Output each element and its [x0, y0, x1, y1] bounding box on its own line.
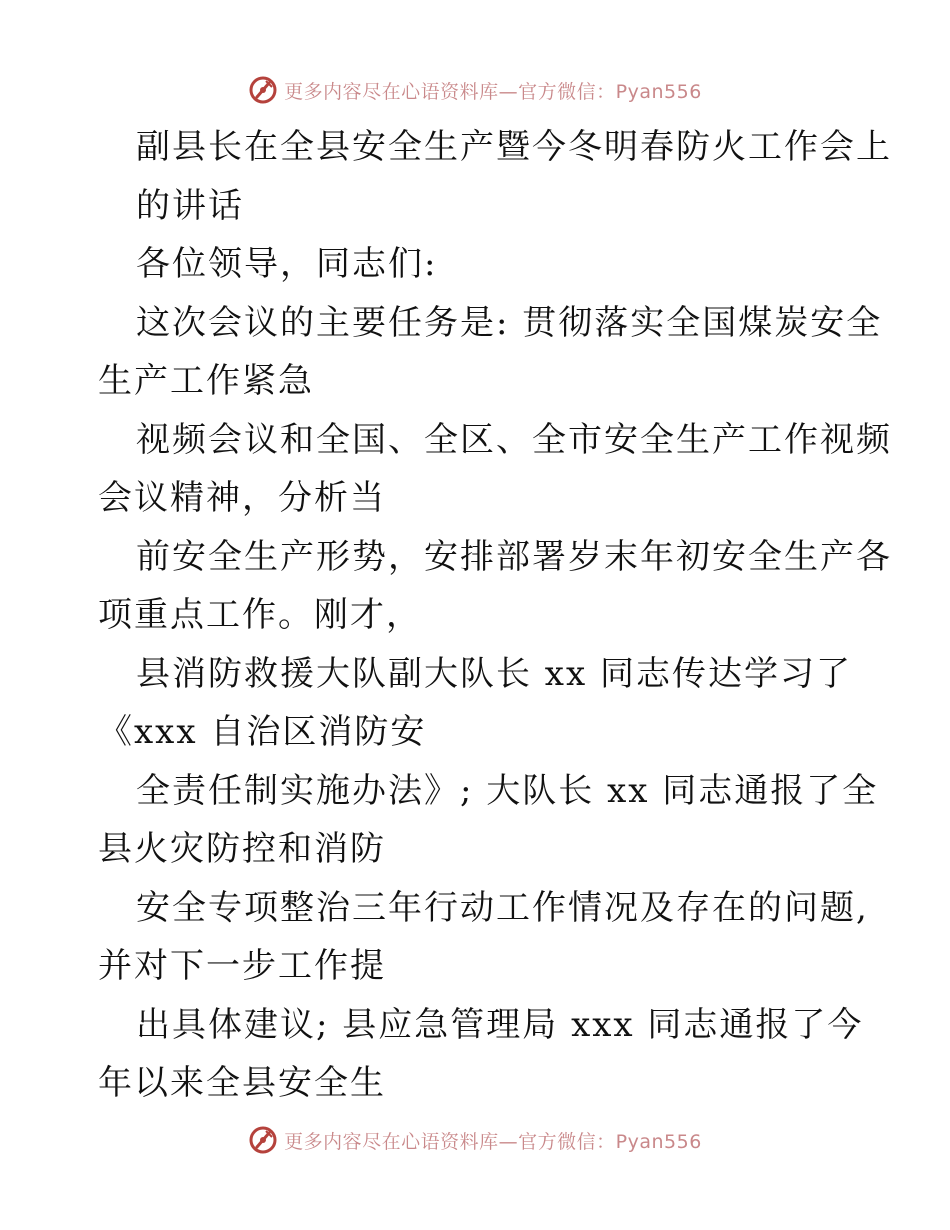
- text-line: 会议精神，分析当: [98, 478, 386, 518]
- text-line: 年以来全县安全生: [98, 1063, 386, 1103]
- text-line: 县消防救援大队副大队长 xx 同志传达学习了: [136, 653, 852, 694]
- text-line: 前安全生产形势，安排部署岁末年初安全生产各: [136, 536, 892, 577]
- text-line: 这次会议的主要任务是: 贯彻落实全国煤炭安全: [136, 302, 883, 343]
- text-line: 全责任制实施办法》; 大队长 xx 同志通报了全: [136, 770, 879, 811]
- banner-text: 更多内容尽在心语资料库—官方微信：Pyan556: [284, 1130, 702, 1153]
- text-line: 项重点工作。刚才，: [98, 595, 422, 635]
- text-line: 安全专项整治三年行动工作情况及存在的问题,: [136, 887, 869, 928]
- document-body: [98, 118, 892, 1113]
- text-line: 各位领导，同志们:: [136, 244, 438, 284]
- text-line: 生产工作紧急: [98, 361, 314, 401]
- text-line: 并对下一步工作提: [98, 946, 386, 986]
- text-line: 视频会议和全国、全区、全市安全生产工作视频: [136, 419, 892, 460]
- pen-circle-logo-icon: [248, 1125, 278, 1155]
- text-line: 副县长在全县安全生产暨今冬明春防火工作会上: [136, 127, 892, 167]
- header-banner: [0, 72, 950, 108]
- banner-text: 更多内容尽在心语资料库—官方微信：Pyan556: [284, 80, 702, 103]
- pen-circle-logo-icon: [248, 75, 278, 105]
- footer-banner: [0, 1122, 950, 1158]
- text-line: 的讲话: [136, 185, 244, 226]
- text-line: 县火灾防控和消防: [98, 829, 386, 869]
- text-line: 出具体建议; 县应急管理局 xxx 同志通报了今: [136, 1004, 864, 1045]
- text-line: 《xxx 自治区消防安: [98, 712, 427, 752]
